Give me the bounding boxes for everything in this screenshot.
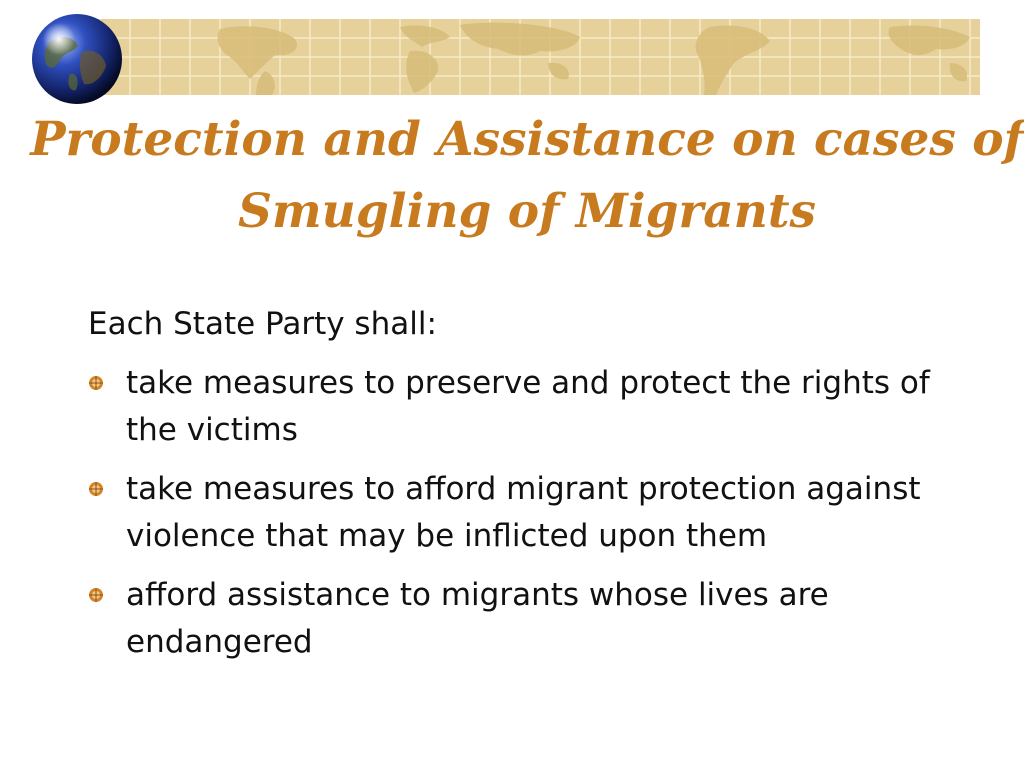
intro-text: Each State Party shall: xyxy=(88,306,437,342)
bullet-text: take measures to preserve and protect the rights of the victims xyxy=(126,365,930,448)
slide-title xyxy=(30,104,1024,248)
list-item xyxy=(88,466,948,560)
slide-title-line-2: Smugling of Migrants xyxy=(237,184,817,239)
bullet-text: afford assistance to migrants whose lives are endangered xyxy=(126,577,829,660)
compass-bullet-icon xyxy=(88,481,104,497)
compass-bullet-icon xyxy=(88,587,104,603)
list-item xyxy=(88,572,948,666)
bullet-list xyxy=(88,360,948,666)
slide-body xyxy=(88,300,948,678)
globe-icon xyxy=(30,12,124,106)
compass-bullet-icon xyxy=(88,375,104,391)
slide-title-line-1: Protection and Assistance on cases of xyxy=(30,112,1024,167)
bullet-text: take measures to afford migrant protection against violence that may be inflicted upon them xyxy=(126,471,921,554)
list-item xyxy=(88,360,948,454)
world-map-banner-icon xyxy=(70,19,980,95)
